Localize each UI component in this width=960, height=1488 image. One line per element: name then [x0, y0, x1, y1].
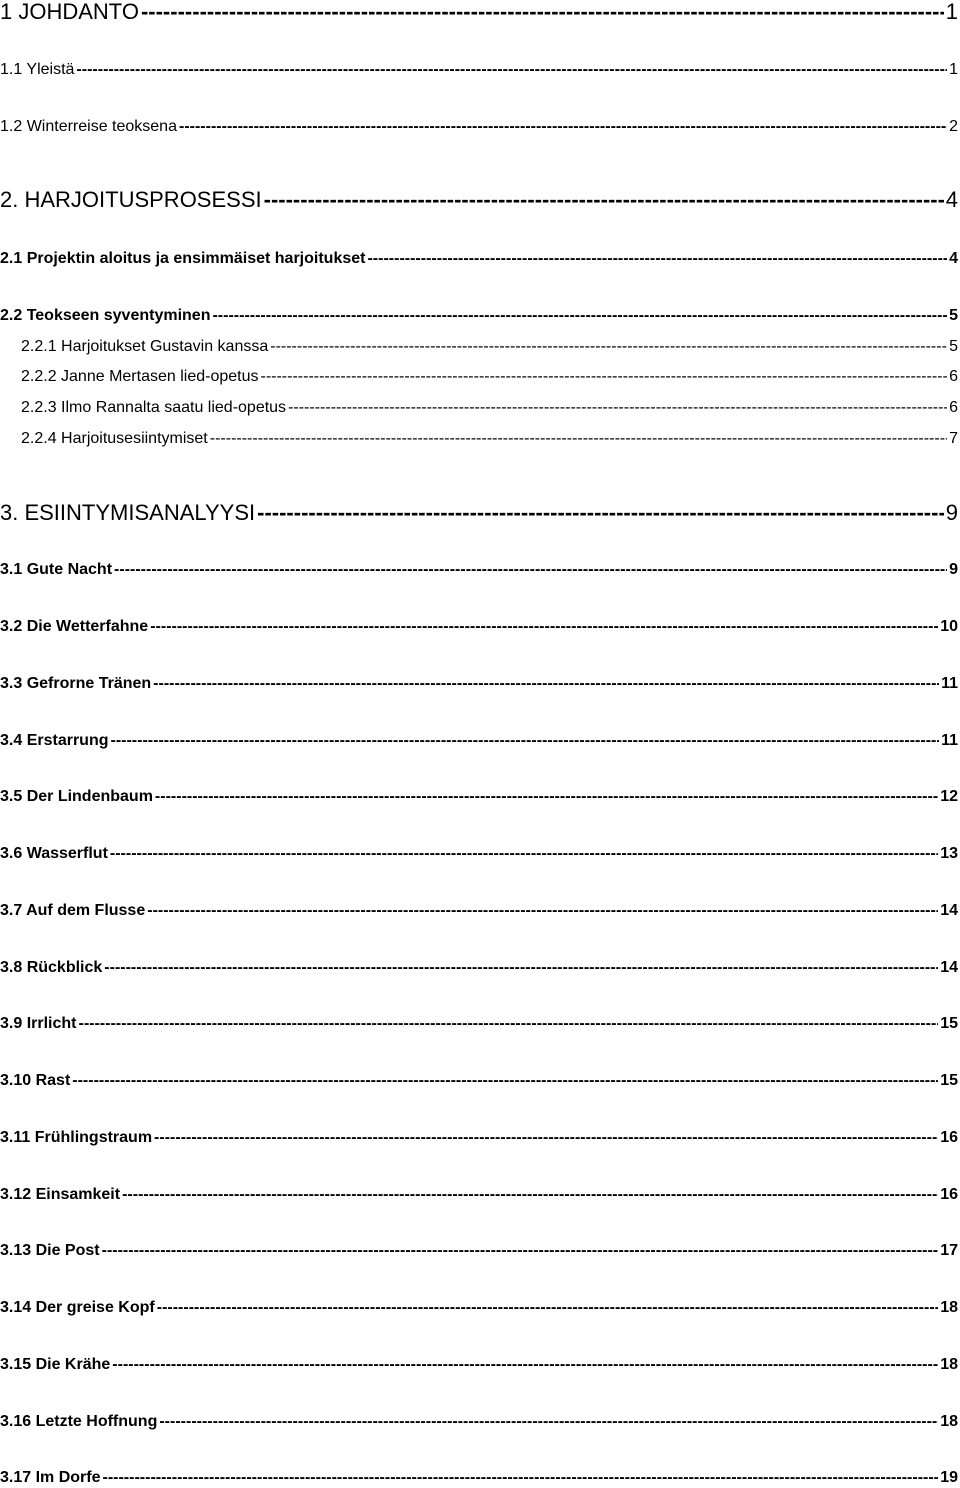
toc-entry-page: 18	[940, 1414, 958, 1430]
toc-entry-title: 3.15 Die Krähe	[0, 1357, 111, 1373]
toc-entry-harjoitusesiintymiset[interactable]	[21, 431, 958, 447]
toc-dot-leader	[141, 1, 944, 23]
toc-entry-title: 2.2.3 Ilmo Rannalta saatu lied-opetus	[21, 400, 287, 416]
toc-dot-leader	[110, 733, 939, 749]
toc-entry-page: 5	[949, 308, 958, 324]
toc-entry-title: 1.2 Winterreise teoksena	[0, 119, 177, 135]
toc-dot-leader	[104, 960, 938, 976]
toc-entry-page: 18	[940, 1357, 958, 1373]
toc-entry-title: 2.1 Projektin aloitus ja ensimmäiset harjoitukset	[0, 251, 366, 267]
toc-entry-page: 9	[945, 502, 958, 524]
toc-entry-page: 15	[940, 1073, 958, 1089]
toc-entry-page: 10	[940, 619, 958, 635]
toc-entry-page: 2	[949, 119, 958, 135]
toc-entry-page: 16	[940, 1130, 958, 1146]
toc-entry-yleista[interactable]	[0, 62, 958, 78]
toc-dot-leader	[260, 369, 947, 385]
toc-dot-leader	[78, 1016, 938, 1032]
toc-entry-page: 11	[941, 733, 958, 749]
toc-dot-leader	[102, 1243, 939, 1259]
toc-entry-title: 1 JOHDANTO	[0, 1, 139, 23]
toc-dot-leader	[212, 308, 947, 324]
toc-entry-page: 7	[949, 431, 958, 447]
toc-entry-page: 19	[940, 1470, 958, 1486]
toc-entry-title: 3. ESIINTYMISANALYYSI	[0, 502, 256, 524]
toc-entry-page: 6	[949, 369, 958, 385]
toc-entry-title: 3.17 Im Dorfe	[0, 1470, 101, 1486]
toc-entry-die-post[interactable]	[0, 1243, 958, 1259]
toc-entry-title: 3.8 Rückblick	[0, 960, 103, 976]
toc-entry-letzte-hoffnung[interactable]	[0, 1414, 958, 1430]
toc-entry-janne-mertasen-lied-opetus[interactable]	[21, 369, 958, 385]
toc-entry-ilmo-rannalta-lied-opetus[interactable]	[21, 400, 958, 416]
toc-entry-johdanto[interactable]	[0, 1, 958, 23]
toc-entry-im-dorfe[interactable]	[0, 1470, 958, 1486]
toc-entry-auf-dem-flusse[interactable]	[0, 903, 958, 919]
toc-dot-leader	[270, 339, 947, 355]
toc-entry-title: 3.11 Frühlingstraum	[0, 1130, 153, 1146]
toc-entry-title: 2.2.2 Janne Mertasen lied-opetus	[21, 369, 259, 385]
toc-dot-leader	[179, 119, 947, 135]
toc-dot-leader	[76, 62, 947, 78]
toc-entry-erstarrung[interactable]	[0, 733, 958, 749]
toc-entry-projektin-aloitus[interactable]	[0, 251, 958, 267]
toc-dot-leader	[72, 1073, 938, 1089]
toc-entry-title: 3.7 Auf dem Flusse	[0, 903, 146, 919]
toc-entry-page: 14	[940, 960, 958, 976]
toc-entry-title: 3.2 Die Wetterfahne	[0, 619, 149, 635]
toc-entry-esiintymisanalyysi[interactable]	[0, 502, 958, 524]
toc-entry-page: 4	[949, 251, 958, 267]
toc-entry-title: 3.10 Rast	[0, 1073, 71, 1089]
toc-entry-der-greise-kopf[interactable]	[0, 1300, 958, 1316]
toc-entry-winterreise-teoksena[interactable]	[0, 119, 958, 135]
toc-entry-harjoitusprosessi[interactable]	[0, 189, 958, 211]
toc-entry-gute-nacht[interactable]	[0, 562, 958, 578]
toc-dot-leader	[288, 400, 947, 416]
toc-dot-leader	[102, 1470, 938, 1486]
toc-entry-page: 15	[940, 1016, 958, 1032]
toc-dot-leader	[122, 1187, 938, 1203]
toc-entry-title: 2.2.1 Harjoitukset Gustavin kanssa	[21, 339, 269, 355]
toc-entry-wasserflut[interactable]	[0, 846, 958, 862]
toc-dot-leader	[150, 619, 938, 635]
toc-entry-page: 1	[945, 1, 958, 23]
toc-dot-leader	[154, 1130, 938, 1146]
toc-entry-page: 17	[940, 1243, 958, 1259]
toc-dot-leader	[210, 431, 947, 447]
toc-entry-fruhlingstraum[interactable]	[0, 1130, 958, 1146]
toc-dot-leader	[257, 502, 944, 524]
toc-dot-leader	[114, 562, 947, 578]
toc-dot-leader	[112, 1357, 938, 1373]
toc-entry-title: 3.4 Erstarrung	[0, 733, 109, 749]
toc-entry-title: 3.16 Letzte Hoffnung	[0, 1414, 158, 1430]
toc-entry-page: 14	[940, 903, 958, 919]
toc-entry-title: 3.12 Einsamkeit	[0, 1187, 121, 1203]
toc-dot-leader	[159, 1414, 938, 1430]
toc-entry-die-wetterfahne[interactable]	[0, 619, 958, 635]
toc-entry-title: 1.1 Yleistä	[0, 62, 75, 78]
toc-entry-gefrorne-tranen[interactable]	[0, 676, 958, 692]
toc-entry-page: 11	[941, 676, 958, 692]
toc-entry-page: 1	[949, 62, 958, 78]
toc-entry-title: 3.13 Die Post	[0, 1243, 100, 1259]
toc-dot-leader	[155, 789, 938, 805]
toc-dot-leader	[147, 903, 938, 919]
toc-entry-rast[interactable]	[0, 1073, 958, 1089]
toc-entry-teokseen-syventyminen[interactable]	[0, 308, 958, 324]
toc-entry-page: 16	[940, 1187, 958, 1203]
toc-entry-page: 13	[940, 846, 958, 862]
toc-entry-title: 3.9 Irrlicht	[0, 1016, 77, 1032]
toc-entry-title: 3.1 Gute Nacht	[0, 562, 113, 578]
toc-entry-die-krahe[interactable]	[0, 1357, 958, 1373]
toc-entry-title: 2.2.4 Harjoitusesiintymiset	[21, 431, 208, 447]
toc-entry-page: 12	[940, 789, 958, 805]
toc-entry-title: 3.5 Der Lindenbaum	[0, 789, 153, 805]
toc-dot-leader	[153, 676, 939, 692]
toc-entry-title: 2.2 Teokseen syventyminen	[0, 308, 211, 324]
toc-entry-harjoitukset-gustavin-kanssa[interactable]	[21, 339, 958, 355]
toc-entry-page: 5	[949, 339, 958, 355]
toc-entry-title: 3.14 Der greise Kopf	[0, 1300, 155, 1316]
toc-entry-ruckblick[interactable]	[0, 960, 958, 976]
toc-dot-leader	[367, 251, 947, 267]
toc-entry-page: 9	[949, 562, 958, 578]
toc-entry-page: 18	[940, 1300, 958, 1316]
toc-dot-leader	[157, 1300, 938, 1316]
toc-entry-title: 3.6 Wasserflut	[0, 846, 108, 862]
toc-entry-der-lindenbaum[interactable]	[0, 789, 958, 805]
toc-entry-einsamkeit[interactable]	[0, 1187, 958, 1203]
toc-entry-title: 3.3 Gefrorne Tränen	[0, 676, 152, 692]
toc-dot-leader	[110, 846, 938, 862]
toc-entry-title: 2. HARJOITUSPROSESSI	[0, 189, 262, 211]
toc-entry-page: 6	[949, 400, 958, 416]
toc-dot-leader	[264, 189, 944, 211]
toc-entry-page: 4	[945, 189, 958, 211]
toc-entry-irrlicht[interactable]	[0, 1016, 958, 1032]
